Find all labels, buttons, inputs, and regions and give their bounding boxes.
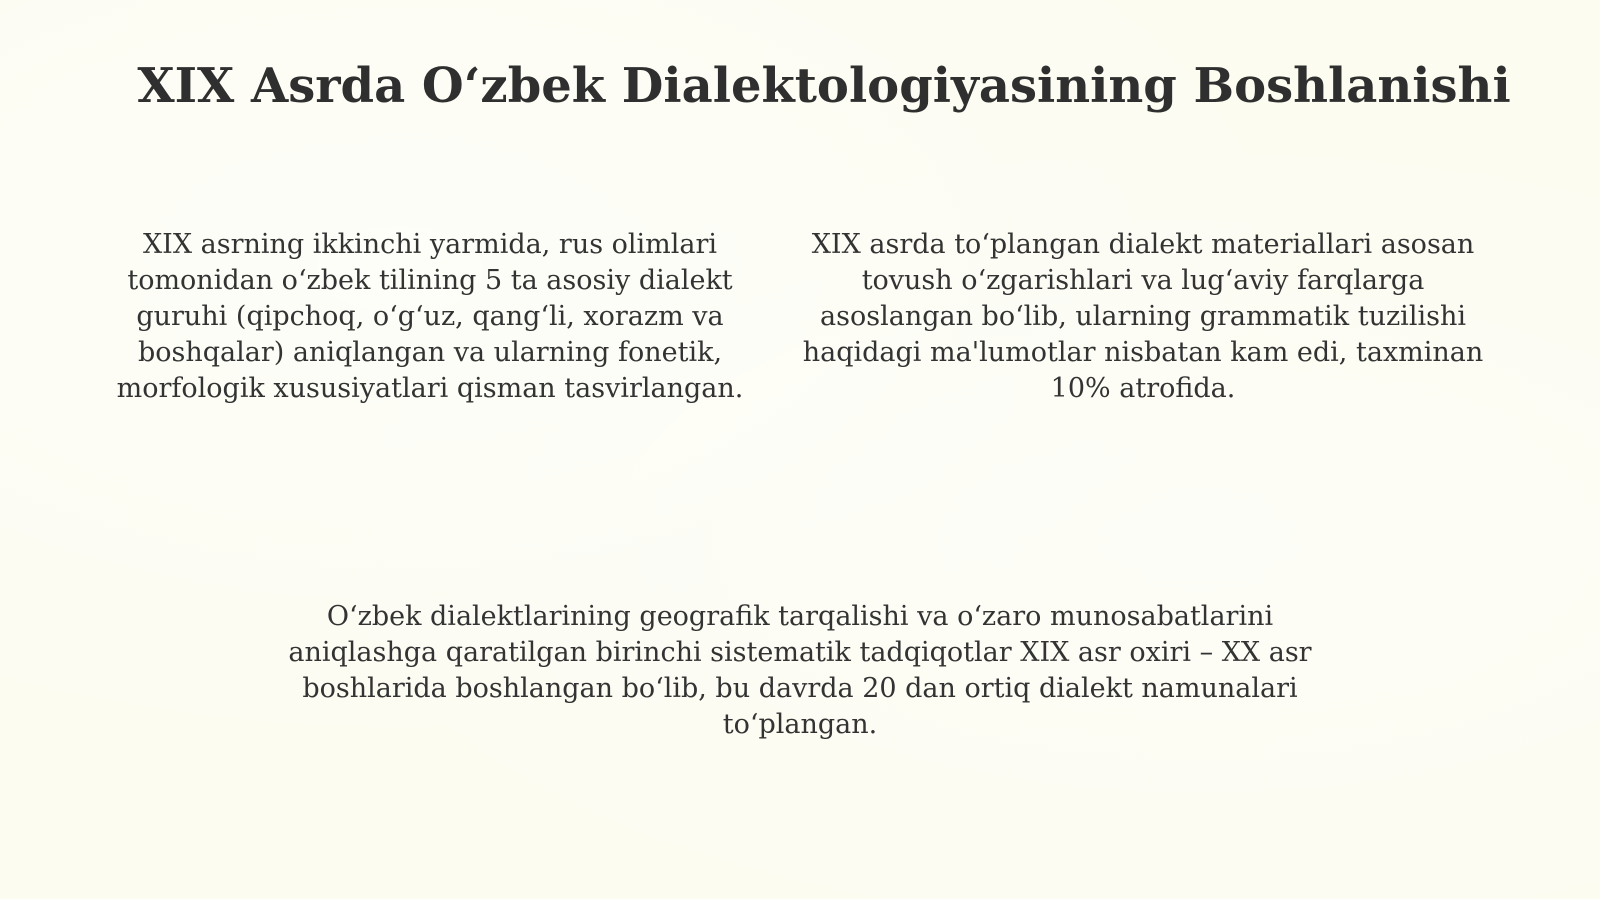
slide-title: XIX Asrda O‘zbek Dialektologiyasining Boshlanishi: [137, 58, 1511, 114]
paragraph-right: XIX asrda to‘plangan dialekt materiallari asosan tovush o‘zgarishlari va lug‘aviy farqlarga asoslangan bo‘lib, ularning grammatik tuzilishi haqidagi ma'lumotlar nisbatan kam edi, taxminan 10% atrofida.: [802, 229, 1484, 404]
paragraph-bottom: O‘zbek dialektlarining geografik tarqalishi va o‘zaro munosabatlarini aniqlashga qaratilgan birinchi sistematik tadqiqotlar XIX asr oxiri – XX asr boshlarida boshlangan bo‘lib, bu davrda 20 dan ortiq dialekt namunalari to‘plangan.: [288, 601, 1312, 740]
paragraph-left: XIX asrning ikkinchi yarmida, rus olimlari tomonidan o‘zbek tilining 5 ta asosiy dialekt guruhi (qipchoq, o‘g‘uz, qang‘li, xorazm va boshqalar) aniqlangan va ularning fonetik, morfologik xususiyatlari qisman tasvirlangan.: [116, 229, 744, 404]
